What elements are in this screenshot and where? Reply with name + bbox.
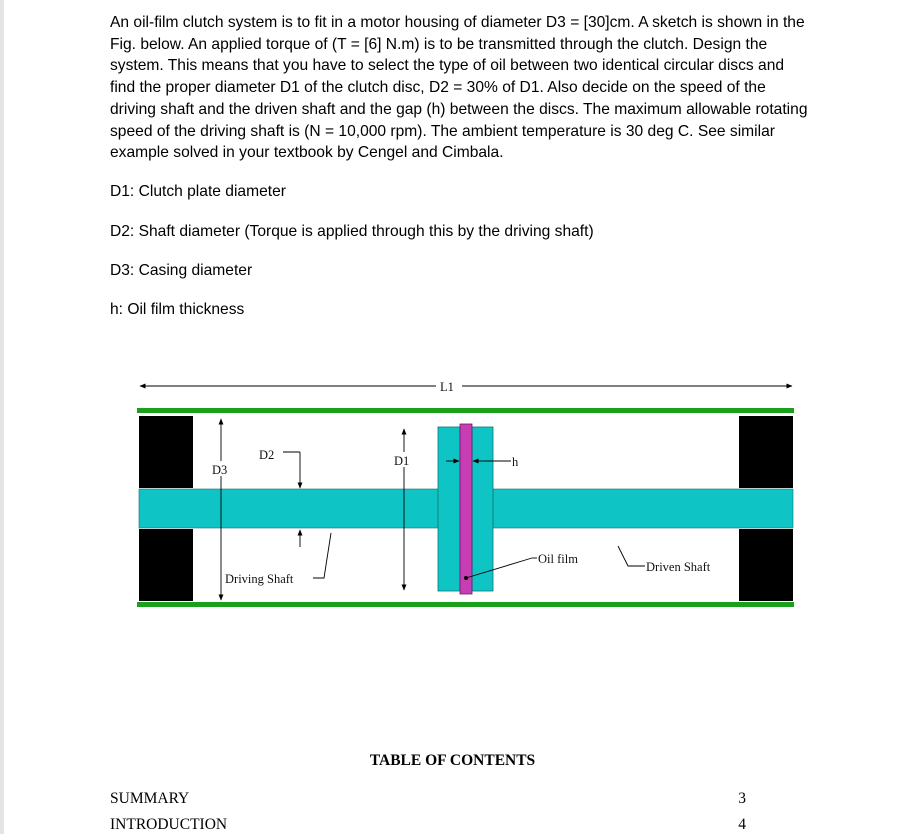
bearing-right-top — [739, 416, 793, 488]
driving-shaft — [139, 489, 438, 528]
toc-entry-label: SUMMARY — [110, 790, 190, 807]
bearing-left-top — [139, 416, 193, 488]
d1-label: D1 — [394, 454, 410, 468]
toc-entry-page: 4 — [738, 816, 746, 833]
driving-shaft-label: Driving Shaft — [225, 572, 294, 586]
driving-disc — [438, 427, 460, 591]
toc-title: TABLE OF CONTENTS — [369, 752, 536, 769]
driven-shaft — [493, 489, 793, 528]
d3-label: D3 — [212, 463, 228, 477]
d2-label: D2 — [259, 448, 275, 462]
housing-bottom-wall — [137, 602, 794, 607]
oil-film-label: Oil film — [538, 552, 578, 566]
toc-entry-label: INTRODUCTION — [110, 816, 228, 833]
bearing-right-bottom — [739, 529, 793, 601]
definition-d1: D1: Clutch plate diameter — [110, 183, 286, 200]
driven-disc — [472, 427, 493, 591]
definition-h: h: Oil film thickness — [110, 301, 245, 318]
driven-shaft-leader — [618, 546, 645, 566]
definition-d2: D2: Shaft diameter (Torque is applied through this by the driving shaft) — [110, 223, 594, 240]
oil-film-layer — [460, 424, 472, 594]
housing-top-wall — [137, 408, 794, 413]
clutch-sketch — [0, 370, 905, 620]
h-label: h — [512, 455, 519, 469]
oil-film-pointer-dot — [464, 576, 468, 580]
bearing-left-bottom — [139, 529, 193, 601]
toc-entry-page: 3 — [738, 790, 746, 807]
l1-label: L1 — [440, 380, 454, 394]
driven-shaft-label: Driven Shaft — [646, 560, 711, 574]
definition-d3: D3: Casing diameter — [110, 262, 253, 279]
problem-statement: An oil-film clutch system is to fit in a motor housing of diameter D3 = [30]cm. A sketch is shown in the Fig. below. An applied torque of (T = [6] N.m) is to be transmitted through the clutch. Design the system. This means that you have to select the type of oil between two identical circular discs and find the proper diameter D1 of the clutch disc, D2 = 30% of D1. Also decide on the speed of the driving shaft and the driven shaft and the gap (h) between the discs. The maximum allowable rotating speed of the driving shaft is (N = 10,000 rpm). The ambient temperature is 30 deg C. See similar example solved in your textbook by Cengel and Cimbala. — [110, 14, 808, 162]
driving-shaft-leader — [313, 533, 331, 578]
